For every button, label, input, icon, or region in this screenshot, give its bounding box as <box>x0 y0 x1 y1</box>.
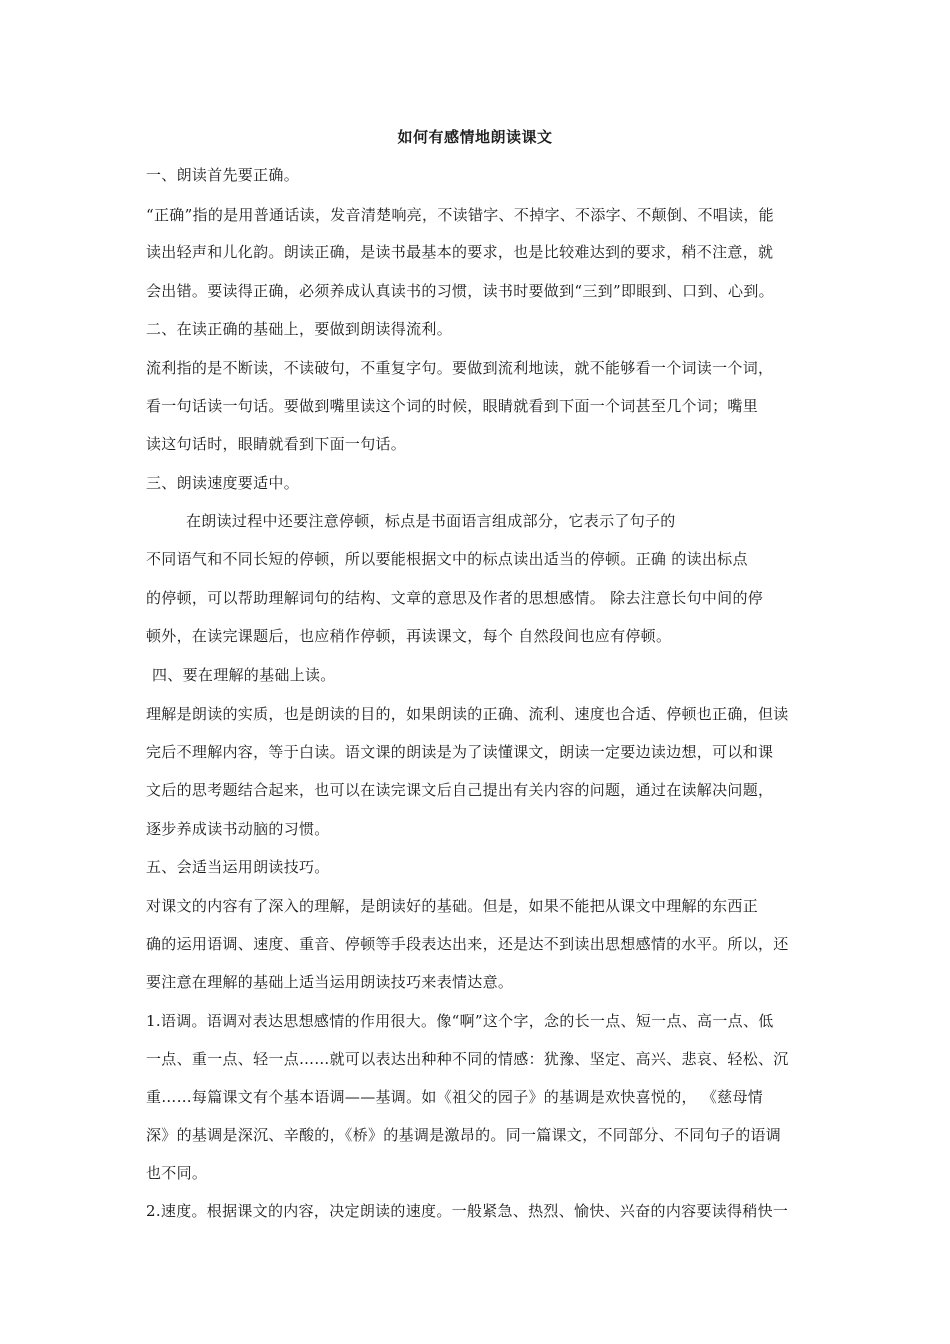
paragraph-line: 要注意在理解的基础上适当运用朗读技巧来表情达意。 <box>146 973 514 991</box>
paragraph-line: 会出错。要读得正确，必须养成认真读书的习惯，读书时要做到“三到”即眼到、口到、心到。 <box>146 282 774 300</box>
paragraph-line: 不同语气和不同长短的停顿，所以要能根据文中的标点读出适当的停顿。正确 的读出标点 <box>146 550 748 568</box>
paragraph-line: 在朗读过程中还要注意停顿，标点是书面语言组成部分，它表示了句子的 <box>186 512 676 530</box>
section-heading-4: 四、要在理解的基础上读。 <box>152 666 336 684</box>
paragraph-line: 一点、重一点、轻一点……就可以表达出种种不同的情感：犹豫、坚定、高兴、悲哀、轻松、沉 <box>146 1050 789 1068</box>
section-heading-5: 五、会适当运用朗读技巧。 <box>146 858 330 876</box>
paragraph-line: 顿外，在读完课题后，也应稍作停顿，再读课文，每个 自然段间也应有停顿。 <box>146 627 672 645</box>
section-heading-1: 一、朗读首先要正确。 <box>146 166 300 184</box>
paragraph-line: 对课文的内容有了深入的理解，是朗读好的基础。但是，如果不能把从课文中理解的东西正 <box>146 897 759 915</box>
paragraph-line: 完后不理解内容，等于白读。语文课的朗读是为了读懂课文，朗读一定要边读边想，可以和课 <box>146 743 774 761</box>
section-heading-3: 三、朗读速度要适中。 <box>146 474 300 492</box>
paragraph-line: 看一句话读一句话。要做到嘴里读这个词的时候，眼睛就看到下面一个词甚至几个词；嘴里 <box>146 397 759 415</box>
paragraph-line: 流利指的是不断读，不读破句，不重复字句。要做到流利地读，就不能够看一个词读一个词， <box>146 359 774 377</box>
paragraph-line: 逐步养成读书动脑的习惯。 <box>146 820 330 838</box>
document-title: 如何有感情地朗读课文 <box>397 128 553 146</box>
paragraph-line: 文后的思考题结合起来，也可以在读完课文后自己提出有关内容的问题，通过在读解决问题， <box>146 781 774 799</box>
paragraph-line: 重……每篇课文有个基本语调——基调。如《祖父的园子》的基调是欢快喜悦的， 《慈母情 <box>146 1088 764 1106</box>
paragraph-line: 理解是朗读的实质，也是朗读的目的，如果朗读的正确、流利、速度也合适、停顿也正确，但读 <box>146 705 789 723</box>
paragraph-line: 的停顿，可以帮助理解词句的结构、文章的意思及作者的思想感情。 除去注意长句中间的停 <box>146 589 764 607</box>
paragraph-line: 读这句话时，眼睛就看到下面一句话。 <box>146 435 407 453</box>
paragraph-line: “正确”指的是用普通话读，发音清楚响亮，不读错字、不掉字、不添字、不颠倒、不唱读，能 <box>146 206 774 224</box>
paragraph-line: 读出轻声和儿化韵。朗读正确，是读书最基本的要求，也是比较难达到的要求，稍不注意，就 <box>146 243 774 261</box>
paragraph-line: 1.语调。语调对表达思想感情的作用很大。像“啊”这个字，念的长一点、短一点、高一点、低 <box>146 1012 774 1030</box>
paragraph-line: 深》的基调是深沉、辛酸的，《桥》的基调是激昂的。同一篇课文，不同部分、不同句子的语调 <box>146 1126 782 1144</box>
paragraph-line: 确的运用语调、速度、重音、停顿等手段表达出来，还是达不到读出思想感情的水平。所以，还 <box>146 935 789 953</box>
paragraph-line: 2.速度。根据课文的内容，决定朗读的速度。一般紧急、热烈、愉快、兴奋的内容要读得稍快一 <box>146 1202 789 1220</box>
section-heading-2: 二、在读正确的基础上，要做到朗读得流利。 <box>146 320 453 338</box>
paragraph-line: 也不同。 <box>146 1164 208 1182</box>
